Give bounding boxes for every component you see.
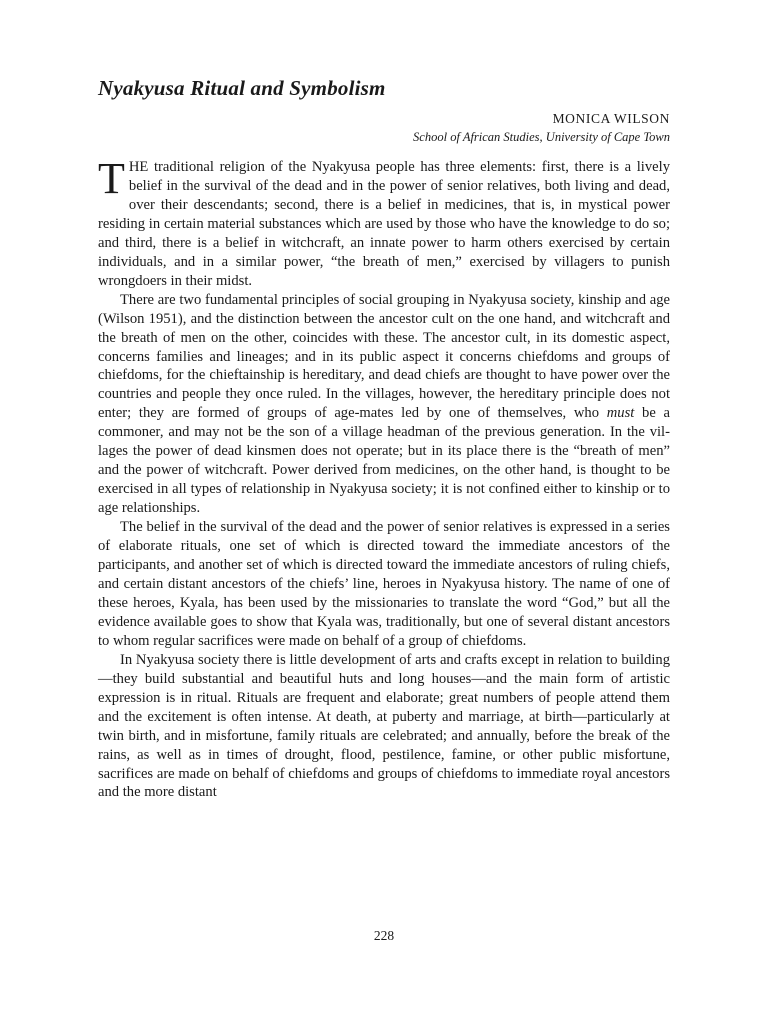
paragraph-2	[98, 291, 670, 518]
article-body	[98, 154, 670, 802]
page-number: 228	[373, 928, 395, 943]
paragraph-2-text-b: be a commoner, and may not be the son of a village headman of the previous generation. In the villages the power of dead kinsmen does not operate; but in its place there is the “breath of men” and the power of witchcraft. Power derived from medicines, on the other hand, is thought to be exercised in all types of relationship in Nyakyusa society; it is not confined either to kinship or to age relationships.	[98, 405, 670, 517]
journal-page	[98, 74, 670, 974]
drop-cap: T	[98, 154, 125, 203]
emphasis-must: must	[606, 405, 635, 422]
paragraph-1	[98, 154, 670, 291]
paragraph-3: The belief in the survival of the dead and the power of senior relatives is expressed in a series of elaborate rituals, one set of which is directed toward the immediate ancestors of the participants, and another set of which is directed toward the immediate ancestors of ruling chiefs, and certain distant ancestors of the chiefs’ line, heroes in Nyakyusa history. The name of one of these heroes, Kyala, has been used by the missionaries to translate the word “God,” but all the evidence available goes to show that Kyala was, traditionally, but one of several distant ancestors to whom regular sacrifices were made on behalf of a group of chiefdoms.	[98, 519, 670, 649]
paragraph-2-text-a: There are two fundamental principles of social grouping in Nyakyusa society, kinship and age (Wilson 1951), and the distinction between the ancestor cult on the one hand, and witchcraft and the breath of men on the other, coincides with these. The ancestor cult, in its domestic aspect, concerns families and lineages; and in its public aspect it concerns chiefdoms and groups of chiefdoms, for the chieftainship is hereditary, and dead chiefs are thought to have power over the countries and people they once ruled. In the villages, however, the hereditary principle does not enter; they are formed of groups of age-mates led by one of themselves, who	[98, 291, 670, 422]
paragraph-1-text: HE traditional religion of the Nyakyusa people has three elements: first, there is a lively belief in the survival of the dead and in the power of senior relatives, both living and dead, over their descendants; second, there is a belief in medicines, that is, in mystical power residing in certain material substances which are used by those who have the knowledge to do so; and third, there is a belief in witchcraft, an innate power to harm others exercised by certain individuals, and in a similar power, “the breath of men,” exercised by villagers to punish wrongdoers in their midst.	[98, 159, 670, 289]
author-name: MONICA WILSON	[552, 111, 670, 126]
paragraph-4: In Nyakyusa society there is little development of arts and crafts except in relation to building—they build substantial and beautiful huts and long houses—and the main form of artistic expression is in ritual. Rituals are frequent and elaborate; great numbers of people attend them and the excitement is often intense. At death, at puberty and marriage, at birth—particularly at twin birth, and in misfortune, family rituals are celebrated; and annually, before the break of the rains, as well as in times of drought, flood, pestilence, famine, or other public misfortune, sacrifices are made on behalf of chiefdoms and groups of chiefdoms to immediate royal ancestors and the more distant	[98, 651, 670, 801]
article-title: Nyakyusa Ritual and Symbolism	[98, 76, 386, 100]
author-affiliation: School of African Studies, University of Cape Town	[413, 130, 670, 144]
